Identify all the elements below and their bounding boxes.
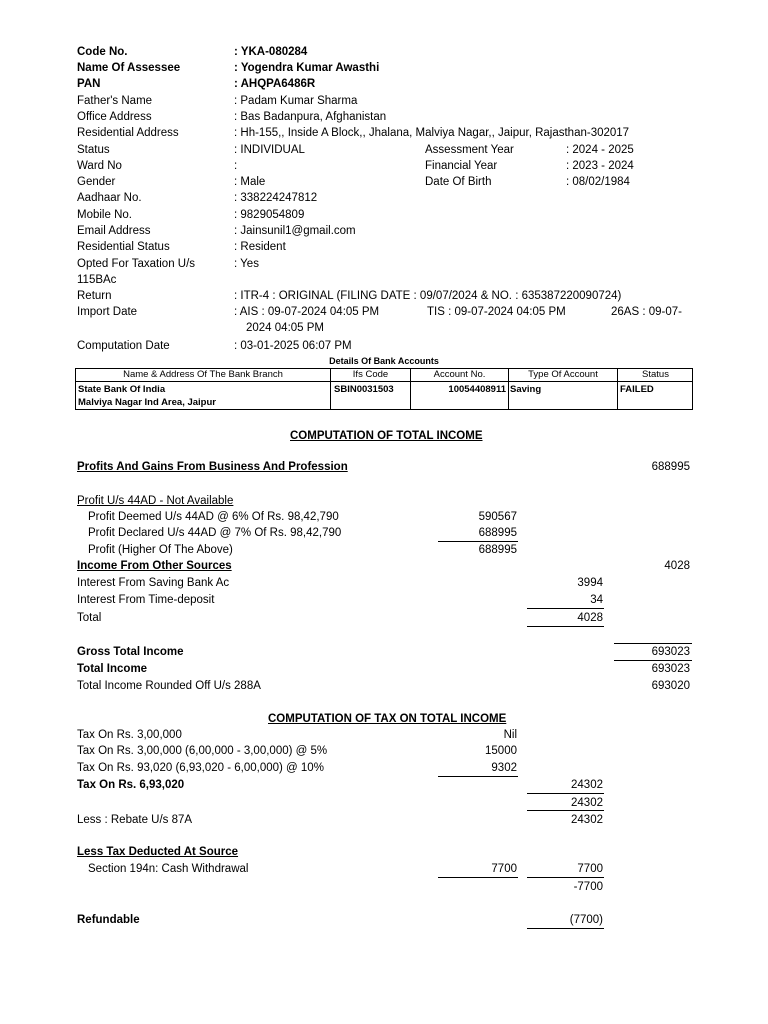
subtotal-rule — [614, 643, 692, 644]
assessee-name-value: : Yogendra Kumar Awasthi — [234, 62, 380, 74]
section-194n-value: 7700 — [491, 863, 517, 875]
fathers-name-value: : Padam Kumar Sharma — [234, 95, 358, 107]
subtotal-rule — [527, 877, 604, 878]
subtotal-rule — [438, 877, 518, 878]
tax-total-label: Tax On Rs. 6,93,020 — [77, 779, 185, 791]
ifsc-cell: SBIN0031503 — [334, 384, 394, 395]
financial-year-value: : 2023 - 2024 — [566, 160, 634, 172]
office-address-label: Office Address — [77, 111, 152, 123]
financial-year-label: Financial Year — [425, 160, 498, 172]
rounded-income-label: Total Income Rounded Off U/s 288A — [77, 680, 261, 692]
total-rule — [614, 660, 692, 661]
computation-date-value: : 03-01-2025 06:07 PM — [234, 340, 352, 352]
pan-value: : AHQPA6486R — [234, 78, 316, 90]
refundable-label: Refundable — [77, 914, 140, 926]
bank-col-header: Status — [642, 369, 669, 380]
code-no-value: : YKA-080284 — [234, 46, 308, 58]
email-value: : Jainsunil1@gmail.com — [234, 225, 356, 237]
income-section-title: COMPUTATION OF TOTAL INCOME — [290, 430, 483, 442]
profit-44ad-heading: Profit U/s 44AD - Not Available — [77, 495, 234, 507]
tax-subtotal-value: 24302 — [571, 797, 603, 809]
ward-no-label: Ward No — [77, 160, 122, 172]
opted-taxation-label: Opted For Taxation U/s — [77, 258, 196, 270]
bank-name-cell: State Bank Of India — [78, 384, 166, 395]
subtotal-rule — [527, 608, 604, 609]
other-sources-heading: Income From Other Sources — [77, 560, 232, 572]
code-no-label: Code No. — [77, 46, 128, 58]
bank-col-header: Type Of Account — [528, 369, 598, 380]
residential-status-label: Residential Status — [77, 241, 170, 253]
tax-slab2-label: Tax On Rs. 3,00,000 (6,00,000 - 3,00,000) @ 5% — [77, 745, 328, 757]
ward-no-value: : — [234, 160, 238, 172]
import-date-label: Import Date — [77, 306, 138, 318]
total-rule — [527, 928, 604, 929]
residential-address-label: Residential Address — [77, 127, 179, 139]
profit-declared-label: Profit Declared U/s 44AD @ 7% Of Rs. 98,42,790 — [88, 527, 342, 539]
import-26as-value: 26AS : 09-07- — [611, 306, 682, 318]
gender-label: Gender — [77, 176, 116, 188]
profit-declared-value: 688995 — [478, 527, 517, 539]
bank-col-header: Ifs Code — [352, 369, 389, 380]
residential-status-value: : Resident — [234, 241, 286, 253]
status-label: Status — [77, 144, 110, 156]
assessment-year-label: Assessment Year — [425, 144, 514, 156]
aadhaar-value: : 338224247812 — [234, 192, 318, 204]
bank-col-header: Name & Address Of The Bank Branch — [123, 369, 283, 380]
pgbp-total: 688995 — [651, 461, 690, 473]
bank-table-title: Details Of Bank Accounts — [329, 356, 439, 366]
tax-slab3-value: 9302 — [491, 762, 517, 774]
tax-section-title: COMPUTATION OF TAX ON TOTAL INCOME — [268, 713, 507, 725]
date-of-birth-label: Date Of Birth — [425, 176, 492, 188]
return-label: Return — [77, 290, 112, 302]
account-status-cell: FAILED — [620, 384, 654, 395]
tax-total-value: 24302 — [571, 779, 603, 791]
tax-slab1-label: Tax On Rs. 3,00,000 — [77, 729, 182, 741]
import-ais-value: : AIS : 09-07-2024 04:05 PM — [234, 306, 380, 318]
gti-label: Gross Total Income — [77, 646, 184, 658]
pan-label: PAN — [77, 78, 101, 90]
account-no-cell: 10054408911 — [448, 384, 506, 395]
tds-heading: Less Tax Deducted At Source — [77, 846, 239, 858]
profit-deemed-label: Profit Deemed U/s 44AD @ 6% Of Rs. 98,42,790 — [88, 511, 339, 523]
fathers-name-label: Father's Name — [77, 95, 153, 107]
subtotal-rule — [527, 793, 604, 794]
computation-date-label: Computation Date — [77, 340, 170, 352]
aadhaar-label: Aadhaar No. — [77, 192, 142, 204]
residential-address-value: : Hh-155,, Inside A Block,, Jhalana, Malviya Nagar,, Jaipur, Rajasthan-302017 — [234, 127, 630, 139]
gti-value: 693023 — [651, 646, 690, 658]
bank-table-header-rule — [75, 381, 693, 382]
subtotal-rule — [527, 810, 604, 811]
mobile-label: Mobile No. — [77, 209, 132, 221]
tax-slab2-value: 15000 — [485, 745, 517, 757]
assessment-year-value: : 2024 - 2025 — [566, 144, 634, 156]
other-sources-total: 4028 — [664, 560, 690, 572]
opted-taxation-label-cont: 115BAc — [77, 274, 117, 286]
import-date-cont: 2024 04:05 PM — [246, 322, 325, 334]
return-value: : ITR-4 : ORIGINAL (FILING DATE : 09/07/2024 & NO. : 635387220090724) — [234, 290, 622, 302]
bank-col-header: Account No. — [433, 369, 486, 380]
opted-taxation-value: : Yes — [234, 258, 259, 270]
refundable-value: (7700) — [569, 914, 603, 926]
date-of-birth-value: : 08/02/1984 — [566, 176, 630, 188]
tds-net-value: -7700 — [573, 881, 603, 893]
assessee-name-label: Name Of Assessee — [77, 62, 181, 74]
subtotal-rule — [438, 776, 518, 777]
subtotal-rule — [438, 541, 518, 542]
total-rule — [527, 626, 604, 627]
td-interest-value: 34 — [590, 594, 603, 606]
section-194n-total: 7700 — [577, 863, 603, 875]
td-interest-label: Interest From Time-deposit — [77, 594, 215, 606]
rounded-income-value: 693020 — [651, 680, 690, 692]
profit-higher-label: Profit (Higher Of The Above) — [88, 544, 233, 556]
saving-interest-label: Interest From Saving Bank Ac — [77, 577, 230, 589]
office-address-value: : Bas Badanpura, Afghanistan — [234, 111, 387, 123]
gender-value: : Male — [234, 176, 266, 188]
rebate-value: 24302 — [571, 814, 603, 826]
import-tis-value: TIS : 09-07-2024 04:05 PM — [427, 306, 566, 318]
bank-address-cell: Malviya Nagar Ind Area, Jaipur — [78, 397, 216, 408]
section-194n-label: Section 194n: Cash Withdrawal — [88, 863, 249, 875]
status-value: : INDIVIDUAL — [234, 144, 305, 156]
pgbp-heading: Profits And Gains From Business And Profession — [77, 461, 348, 473]
total-income-label: Total Income — [77, 663, 148, 675]
profit-higher-value: 688995 — [478, 544, 517, 556]
total-income-value: 693023 — [651, 663, 690, 675]
email-label: Email Address — [77, 225, 151, 237]
other-total-value: 4028 — [577, 612, 603, 624]
tax-slab1-value: Nil — [503, 729, 517, 741]
mobile-value: : 9829054809 — [234, 209, 305, 221]
account-type-cell: Saving — [510, 384, 542, 395]
other-total-label: Total — [77, 612, 102, 624]
rebate-label: Less : Rebate U/s 87A — [77, 814, 193, 826]
profit-deemed-value: 590567 — [478, 511, 517, 523]
tax-slab3-label: Tax On Rs. 93,020 (6,93,020 - 6,00,000) @ 10% — [77, 762, 324, 774]
saving-interest-value: 3994 — [577, 577, 603, 589]
